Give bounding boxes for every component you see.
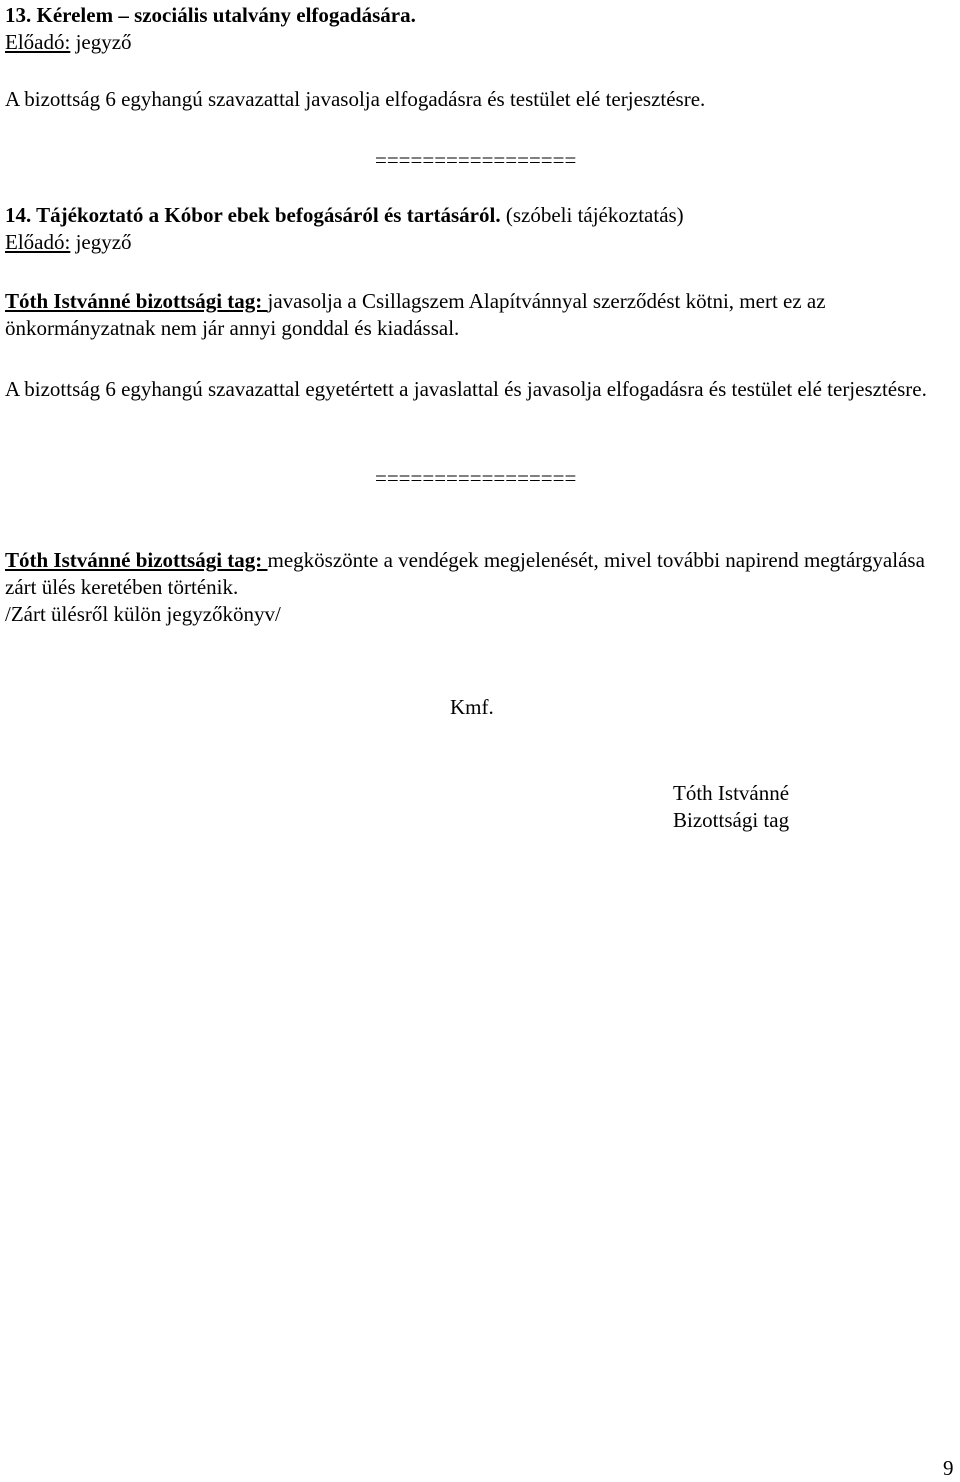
- presenter-label: Előadó:: [5, 29, 71, 54]
- agenda-item-14-heading: [5, 202, 684, 229]
- speaker-label: Tóth Istvánné bizottsági tag:: [5, 289, 268, 313]
- agenda-item-14-title: 14. Tájékoztató a Kóbor ebek befogásáról és tartásáról.: [5, 203, 501, 227]
- proposal-text: javasolja a Csillagszem Alapítvánnyal szerződést kötni, mert ez az önkormányzatnak nem jár annyi gonddal és kiadással.: [5, 289, 826, 340]
- section-separator: =================: [375, 466, 577, 490]
- closing-remarks: [5, 547, 957, 628]
- signature-block: [673, 780, 789, 834]
- document-page: [5, 0, 955, 1480]
- presenter-value: jegyző: [70, 29, 132, 54]
- closed-session-note: /Zárt ülésről külön jegyzőkönyv/: [5, 601, 281, 626]
- signatory-name: Tóth Istvánné: [673, 781, 790, 805]
- closing-statement: [5, 547, 957, 601]
- agenda-item-13-presenter: [5, 29, 416, 56]
- agenda-item-14-note: (szóbeli tájékoztatás): [500, 203, 684, 227]
- agenda-item-14-vote: A bizottság 6 egyhangú szavazattal egyetértett a javaslattal és javasolja elfogadásra és testület elé terjesztésre.: [5, 377, 927, 401]
- section-separator: =================: [375, 148, 577, 172]
- closing-text: megköszönte a vendégek megjelenését, mivel további napirend megtárgyalása zárt ülés keretében történik.: [5, 548, 925, 599]
- agenda-item-13: [5, 2, 416, 56]
- kmf-label: Kmf.: [450, 695, 494, 719]
- agenda-item-14: [5, 202, 684, 256]
- presenter-label: Előadó:: [5, 229, 71, 254]
- agenda-item-13-vote: A bizottság 6 egyhangú szavazattal javasolja elfogadásra és testület elé terjesztésre.: [5, 87, 706, 111]
- agenda-item-14-presenter: [5, 229, 684, 256]
- agenda-item-13-heading: 13. Kérelem – szociális utalvány elfogadására.: [5, 3, 416, 27]
- speaker-label: Tóth Istvánné bizottsági tag:: [5, 548, 268, 572]
- presenter-value: jegyző: [70, 229, 132, 254]
- agenda-item-14-proposal: [5, 288, 945, 342]
- page-number: 9: [943, 1456, 954, 1480]
- signatory-title: Bizottsági tag: [673, 807, 790, 832]
